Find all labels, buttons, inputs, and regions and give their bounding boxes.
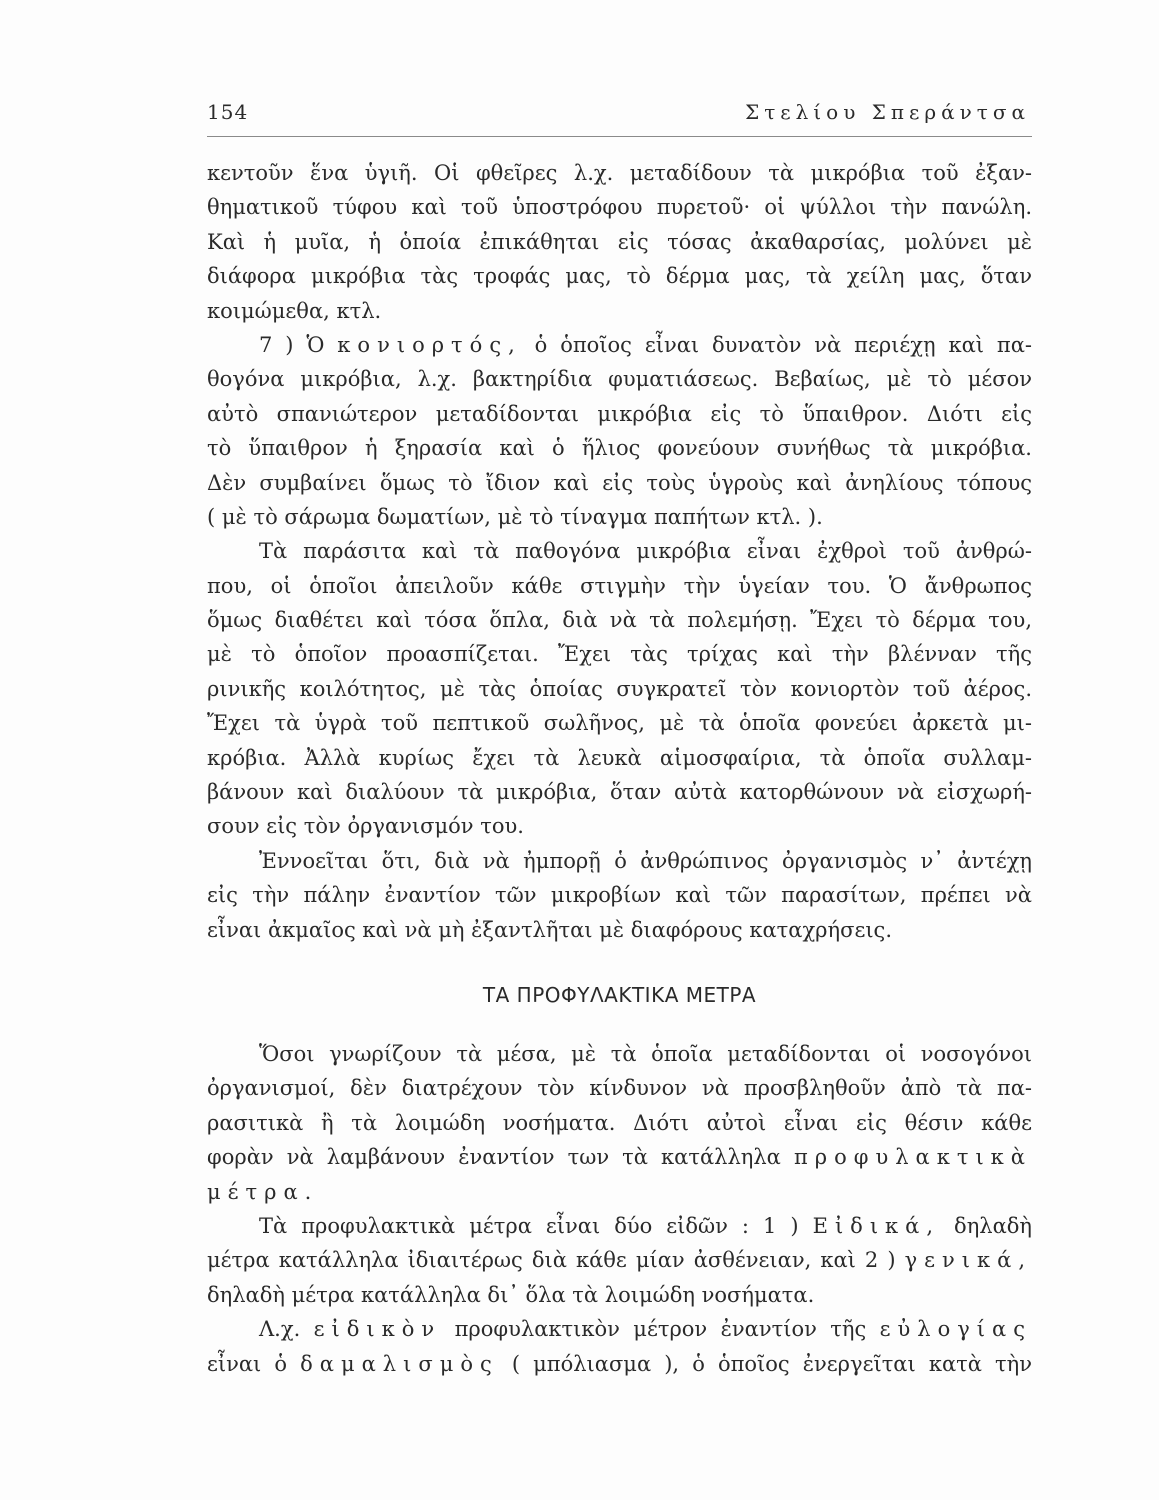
- text-line: 7 ) Ὁ κονιορτός, ὁ ὁποῖος εἶναι δυνατὸν νὰ περιέχῃ καὶ πα-: [259, 332, 1032, 357]
- text-line: Λ.χ. εἰδικὸν προφυλακτικὸν μέτρον ἐναντίον τῆς εὐλογίας: [259, 1317, 1032, 1342]
- spaced-term: εὐλογίας: [879, 1317, 1032, 1342]
- spaced-term: εἰδικὸν: [313, 1317, 442, 1342]
- text-line: βάνουν καὶ διαλύουν τὰ μικρόβια, ὅταν αὐτὰ κατορθώνουν νὰ εἰσχωρή-: [207, 780, 1032, 805]
- text-line: Ἔχει τὰ ὑγρὰ τοῦ πεπτικοῦ σωλῆνος, μὲ τὰ ὁποῖα φονεύει ἀρκετὰ μι-: [207, 711, 1032, 736]
- spaced-term: προφυλακτικὰ: [793, 1145, 1032, 1170]
- text-line: δηλαδὴ μέτρα κατάλληλα δι᾿ ὅλα τὰ λοιμώδη νοσήματα.: [207, 1282, 815, 1307]
- text-line: Ὅσοι γνωρίζουν τὰ μέσα, μὲ τὰ ὁποῖα μεταδίδονται οἱ νοσογόνοι: [259, 1041, 1032, 1066]
- list-marker: 7 ) Ὁ: [259, 332, 325, 357]
- text-line: διάφορα μικρόβια τὰς τροφάς μας, τὸ δέρμα μας, τὰ χείλη μας, ὅταν: [207, 264, 1032, 289]
- spaced-term: γενικά,: [904, 1248, 1032, 1273]
- text-line: κεντοῦν ἕνα ὑγιῆ. Οἱ φθεῖρες λ.χ. μεταδίδουν τὰ μικρόβια τοῦ ἐξαν-: [207, 161, 1032, 185]
- text-line: που, οἱ ὁποῖοι ἀπειλοῦν κάθε στιγμὴν τὴν ὑγείαν του. Ὁ ἄνθρωπος: [207, 573, 1032, 598]
- text-line: [207, 1175, 1032, 1209]
- text-line: ὀργανισμοί, δὲν διατρέχουν τὸν κίνδυνον νὰ προσβληθοῦν ἀπὸ τὰ πα-: [207, 1076, 1032, 1101]
- text-line: εἰς τὴν πάλην ἐναντίον τῶν μικροβίων καὶ τῶν παρασίτων, πρέπει νὰ: [207, 883, 1032, 908]
- text-line: Καὶ ἡ μυῖα, ἡ ὁποία ἐπικάθηται εἰς τόσας ἀκαθαρσίας, μολύνει μὲ: [207, 229, 1032, 254]
- text-line: μέτρα κατάλληλα ἰδιαιτέρως διὰ κάθε μίαν ἀσθένειαν, καὶ 2 ) γενικά,: [207, 1248, 1032, 1273]
- text-line: θηματικοῦ τύφου καὶ τοῦ ὑποστρόφου πυρετοῦ· οἱ ψύλλοι τὴν πανώλη.: [207, 195, 1032, 220]
- page-number: 154: [207, 100, 249, 124]
- text-line: κρόβια. Ἀλλὰ κυρίως ἔχει τὰ λευκὰ αἱμοσφαίρια, τὰ ὁποῖα συλλαμ-: [207, 745, 1032, 770]
- text-line: ρινικῆς κοιλότητος, μὲ τὰς ὁποίας συγκρατεῖ τὸν κονιορτὸν τοῦ ἀέρος.: [207, 676, 1032, 701]
- text-line: τὸ ὕπαιθρον ἡ ξηρασία καὶ ὁ ἥλιος φονεύουν συνήθως τὰ μικρόβια.: [207, 436, 1032, 461]
- text-line: φορὰν νὰ λαμβάνουν ἐναντίον των τὰ κατάλληλα προφυλακτικὰ: [207, 1145, 1032, 1170]
- text-line: Ἐννοεῖται ὅτι, διὰ νὰ ἠμπορῇ ὁ ἀνθρώπινος ὀργανισμὸς ν᾿ ἀντέχῃ: [259, 848, 1032, 873]
- text-line: ὅμως διαθέτει καὶ τόσα ὅπλα, διὰ νὰ τὰ πολεμήσῃ. Ἔχει τὸ δέρμα του,: [207, 608, 1032, 633]
- text-line: ρασιτικὰ ἢ τὰ λοιμώδη νοσήματα. Διότι αὐτοὶ εἶναι εἰς θέσιν κάθε: [207, 1110, 1032, 1135]
- spaced-term: μέτρα.: [207, 1179, 319, 1204]
- text-line: μὲ τὸ ὁποῖον προασπίζεται. Ἔχει τὰς τρίχας καὶ τὴν βλένναν τῆς: [207, 642, 1032, 667]
- text-line: θογόνα μικρόβια, λ.χ. βακτηρίδια φυματιάσεως. Βεβαίως, μὲ τὸ μέσον: [207, 367, 1032, 392]
- running-head: Στελίου Σπεράντσα: [745, 100, 1030, 124]
- text-line: Δὲν συμβαίνει ὅμως τὸ ἴδιον καὶ εἰς τοὺς ὑγροὺς καὶ ἀνηλίους τόπους: [207, 470, 1032, 495]
- text-line: Τὰ παράσιτα καὶ τὰ παθογόνα μικρόβια εἶναι ἐχθροὶ τοῦ ἀνθρώ-: [259, 539, 1032, 564]
- spaced-term: δαμαλισμὸς: [300, 1351, 499, 1376]
- text-line: σουν εἰς τὸν ὀργανισμόν του.: [207, 814, 524, 839]
- text-line: Τὰ προφυλακτικὰ μέτρα εἶναι δύο εἰδῶν : 1 ) Εἰδικά, δηλαδὴ: [259, 1213, 1032, 1238]
- section-title: ΤΑ ΠΡΟΦΥΛΑΚΤΙΚΑ ΜΕΤΡΑ: [482, 982, 757, 1007]
- page-body: [207, 156, 1032, 1381]
- page-header: [207, 100, 1032, 137]
- text-line: εἶναι ἀκμαῖος καὶ νὰ μὴ ἐξαντλῆται μὲ διαφόρους καταχρήσεις.: [207, 917, 892, 942]
- text-line: κοιμώμεθα, κτλ.: [207, 298, 382, 323]
- spaced-term: κονιορτός,: [337, 332, 522, 357]
- text-line: ( μὲ τὸ σάρωμα δωματίων, μὲ τὸ τίναγμα παπήτων κτλ. ).: [207, 504, 823, 529]
- spaced-term: Εἰδικά,: [812, 1213, 941, 1238]
- text-line: εἶναι ὁ δαμαλισμὸς ( μπόλιασμα ), ὁ ὁποῖος ἐνεργεῖται κατὰ τὴν: [207, 1351, 1032, 1376]
- text-line: αὐτὸ σπανιώτερον μεταδίδονται μικρόβια εἰς τὸ ὕπαιθρον. Διότι εἰς: [207, 401, 1032, 426]
